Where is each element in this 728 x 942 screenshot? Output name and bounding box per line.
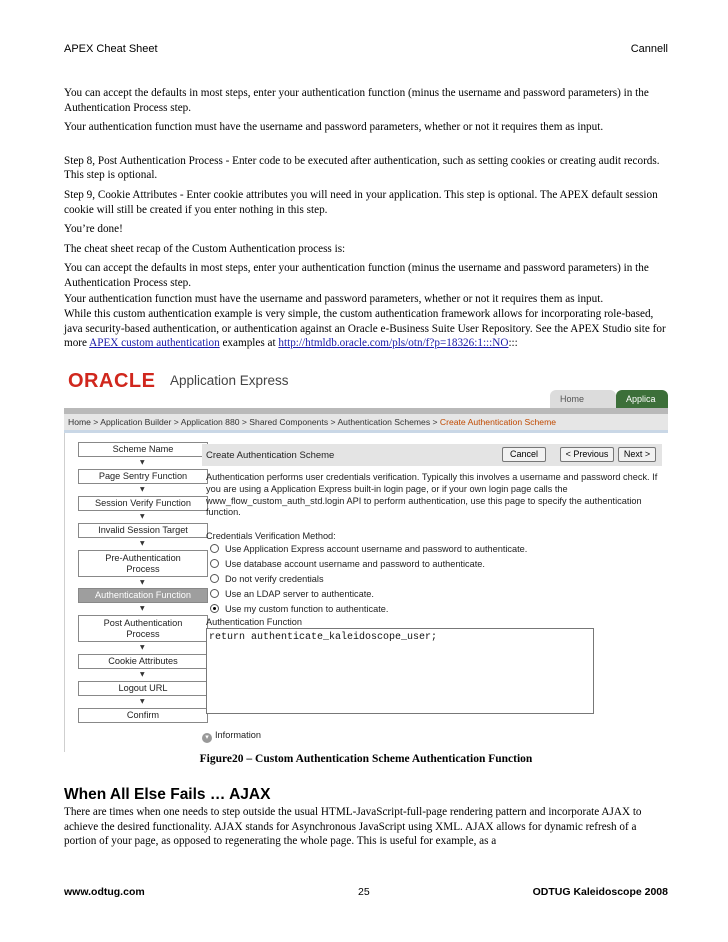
footer-url: www.odtug.com [64, 886, 145, 898]
header-title: APEX Cheat Sheet [64, 43, 158, 55]
tab-application-builder[interactable]: Applica [616, 390, 668, 408]
tab-home[interactable]: Home [550, 390, 616, 408]
logo-bar [64, 360, 668, 394]
step-cookie-attributes[interactable]: Cookie Attributes [78, 654, 208, 669]
oracle-logo: ORACLE [68, 370, 156, 392]
footer-event: ODTUG Kaleidoscope 2008 [532, 886, 668, 898]
radio-database-account[interactable]: Use database account username and password to authenticate. [210, 559, 485, 573]
figure-caption: Figure20 – Custom Authentication Scheme Authentication Function [199, 753, 533, 765]
paragraph: You can accept the defaults in most steps, enter your authentication function (minus the username and password parameters) in the Authentication Process step. [64, 87, 649, 114]
chevron-down-icon: ▾ [202, 733, 212, 743]
breadcrumb-divider [64, 430, 668, 433]
radio-icon [210, 589, 219, 598]
function-label: Authentication Function [206, 617, 303, 627]
radio-no-verify[interactable]: Do not verify credentials [210, 574, 324, 588]
paragraph-links: While this custom authentication example is very simple, the custom authentication framework allows for incorporating role-based, java security-based authentication, or authentication against an Oracle e-Business Suite User Repository. See the APEX Studio site for more APEX custom authentication examples at http://htmldb.oracle.com/pls/otn/f?p=18326:1:::NO::: [64, 308, 666, 350]
chevron-down-icon: ▼ [140, 644, 145, 651]
page-number: 25 [358, 886, 370, 898]
step-logout-url[interactable]: Logout URL [78, 681, 208, 696]
radio-custom-function[interactable]: Use my custom function to authenticate. [210, 604, 388, 618]
chevron-down-icon: ▼ [140, 605, 145, 612]
step-scheme-name[interactable]: Scheme Name [78, 442, 208, 457]
paragraph: The cheat sheet recap of the Custom Authentication process is: [64, 242, 346, 255]
information-region[interactable]: ▾ Information [202, 730, 261, 743]
authentication-function-textarea[interactable]: return authenticate_kaleidoscope_user; [206, 628, 594, 714]
radio-selected-icon [210, 604, 219, 613]
chevron-down-icon: ▼ [140, 513, 145, 520]
chevron-down-icon: ▼ [140, 698, 145, 705]
chevron-down-icon: ▼ [140, 486, 145, 493]
create-auth-scheme-panel [202, 444, 662, 744]
radio-apex-account[interactable]: Use Application Express account username and password to authenticate. [210, 544, 527, 558]
method-label: Credentials Verification Method: [206, 531, 336, 541]
chevron-down-icon: ▼ [140, 459, 145, 466]
radio-icon [210, 559, 219, 568]
paragraph: Your authentication function must have the username and password parameters, whether or not it requires them as input. [64, 121, 604, 134]
radio-icon [210, 544, 219, 553]
paragraph: Step 9, Cookie Attributes - Enter cookie attributes you will need in your application. This step is optional. The APEX default session cookie will still be created if you enter nothing in this step. [64, 188, 658, 216]
page-header [64, 43, 668, 55]
page-footer [64, 886, 668, 898]
previous-button[interactable]: < Previous [560, 447, 614, 462]
step-confirm[interactable]: Confirm [78, 708, 208, 723]
panel-title: Create Authentication Scheme [202, 444, 662, 466]
body-text-top [64, 86, 668, 356]
chevron-down-icon: ▼ [140, 540, 145, 547]
paragraph: You’re done! [64, 223, 123, 236]
product-name: Application Express [170, 373, 289, 388]
chevron-down-icon: ▼ [140, 671, 145, 678]
section-heading: When All Else Fails … AJAX [64, 786, 271, 803]
step-invalid-session[interactable]: Invalid Session Target [78, 523, 208, 538]
apex-custom-auth-link[interactable]: APEX custom authentication [89, 337, 220, 350]
chevron-down-icon: ▼ [140, 579, 145, 586]
apex-screenshot-figure [64, 360, 668, 752]
paragraph: Your authentication function must have the username and password parameters, whether or not it requires them as input. [64, 292, 604, 305]
step-session-verify[interactable]: Session Verify Function [78, 496, 208, 511]
next-button[interactable]: Next > [618, 447, 656, 462]
breadcrumb-current: Create Authentication Scheme [439, 417, 557, 427]
section-body [64, 805, 668, 854]
cancel-button[interactable]: Cancel [502, 447, 546, 462]
step-page-sentry[interactable]: Page Sentry Function [78, 469, 208, 484]
radio-icon [210, 574, 219, 583]
paragraph: Step 8, Post Authentication Process - Enter code to be executed after authentication, such as setting cookies or creating audit records. This step is optional. [64, 154, 660, 182]
radio-ldap[interactable]: Use an LDAP server to authenticate. [210, 589, 374, 603]
step-pre-authentication[interactable]: Pre-Authentication Process [78, 550, 208, 577]
header-author: Cannell [630, 43, 668, 55]
step-post-authentication[interactable]: Post Authentication Process [78, 615, 208, 642]
panel-description: Authentication performs user credentials verification. Typically this involves a username and password check. If you are using a Application Express built-in login page, or if your own login page calls the www_flow_custom_auth_std.login API to perform authentication, use this page to specify the authentication function. [206, 472, 658, 518]
content-left-border [64, 433, 65, 752]
paragraph: There are times when one needs to step outside the usual HTML-JavaScript-full-page rendering pattern and incorporate AJAX to achieve the desired functionality. AJAX stands for Asynchronous JavaScript using XML. AJAX allows for dynamic refresh of a portion of your page, as opposed to regenerating the whole page. This is useful for example, as a [64, 806, 642, 848]
htmldb-url-link[interactable]: http://htmldb.oracle.com/pls/otn/f?p=18326:1:::NO [278, 337, 509, 350]
step-authentication-function[interactable]: Authentication Function [78, 588, 208, 603]
paragraph: You can accept the defaults in most steps, enter your authentication function (minus the username and password parameters) in the Authentication Process step. [64, 262, 649, 289]
breadcrumb: Home > Application Builder > Application 880 > Shared Components > Authentication Schemes > Create Authentication Scheme [64, 414, 668, 430]
